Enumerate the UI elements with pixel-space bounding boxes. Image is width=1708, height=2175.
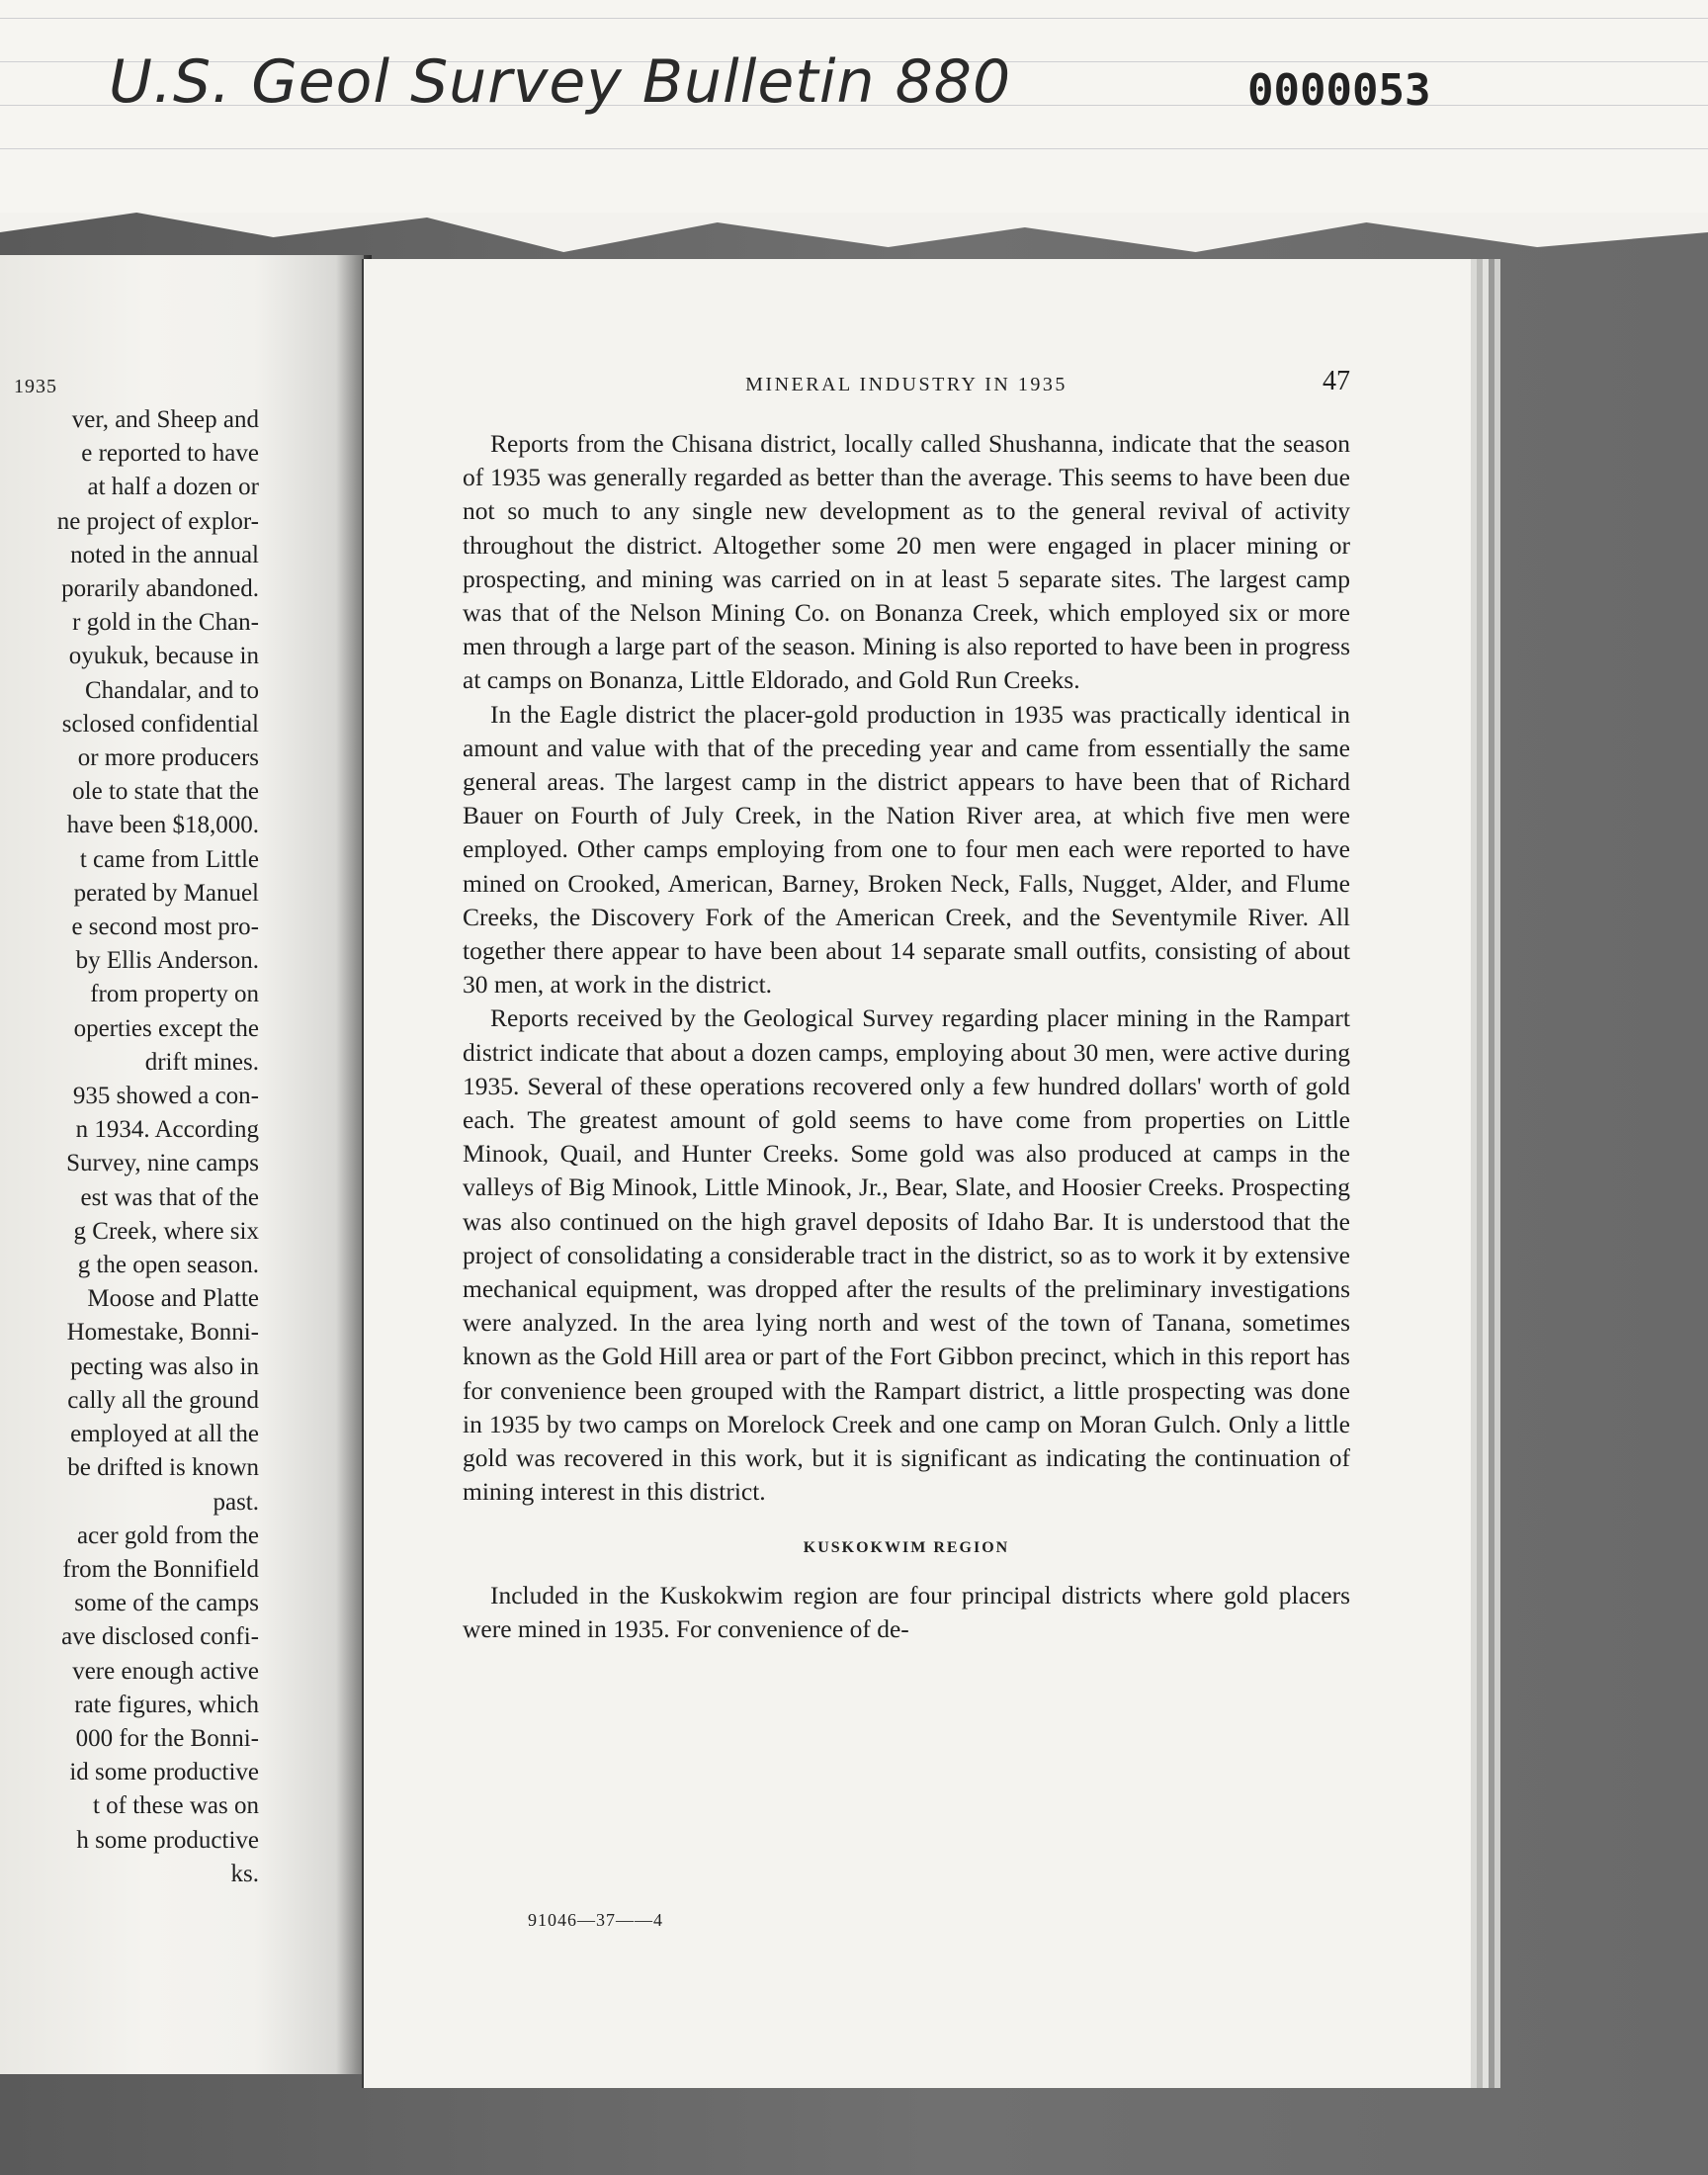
handwritten-note: U.S. Geol Survey Bulletin 880 [109,47,1012,117]
left-page-text [57,403,259,1891]
left-page-line: t of these was on [92,1792,259,1820]
left-page-line: acer gold from the [77,1522,259,1549]
page-number: 47 [1323,366,1350,396]
left-page-line: Moose and Platte [87,1285,259,1313]
left-page-line: Survey, nine camps [66,1150,259,1177]
left-page-line: porarily abandoned. [61,575,259,603]
left-page-line: rate figures, which [74,1691,259,1718]
left-page-line: pecting was also in [70,1352,259,1380]
left-page-line: past. [213,1488,259,1516]
running-head: MINERAL INDUSTRY IN 1935 [745,374,1068,395]
left-page-line: n 1934. According [75,1116,259,1144]
left-page-fragment [0,255,364,2074]
body-text [463,427,1350,1646]
left-page-line: 935 showed a con- [72,1083,259,1110]
left-page-line: from property on [90,981,259,1008]
left-page-line: cally all the ground [67,1386,259,1414]
left-page-line: some of the camps [74,1590,259,1617]
left-page-line: at half a dozen or [87,474,259,501]
left-page-line: ne project of explor- [56,507,259,535]
left-page-line: drift mines. [144,1048,259,1076]
left-page-line: Chandalar, and to [84,676,259,704]
left-page-line: Homestake, Bonni- [66,1319,259,1347]
paragraph: Reports from the Chisana district, locally called Shushanna, indicate that the season of 1935 was generally regarded as better than the average. This seems to have been due not so much to any single new development as to the general revival of activity throughout the district. Altogether some 20 men were engaged in placer mining or prospecting, and mining was carried on in at least 5 separate sites. The largest camp was that of the Nelson Mining Co. on Bonanza Creek, which employed six or more men through a large part of the season. Mining is also reported to have been in progress at camps on Bonanza, Little Eldorado, and Gold Run Creeks. [463,429,1350,695]
left-page-line: ver, and Sheep and [71,406,259,433]
page-header [463,366,1350,405]
section-heading: KUSKOKWIM REGION [803,1538,1010,1556]
left-page-line: from the Bonnifield [62,1555,259,1583]
signature-mark: 91046—37——4 [528,1910,663,1930]
left-page-line: operties except the [73,1014,259,1042]
left-page-line: g Creek, where six [73,1217,259,1245]
left-page-line: perated by Manuel [73,879,259,907]
left-page-line: e second most pro- [71,914,259,941]
left-page-line: by Ellis Anderson. [75,947,259,975]
left-page-line: t came from Little [79,845,259,873]
left-page-line: employed at all the [70,1421,259,1448]
main-page [362,259,1471,2088]
left-page-line: g the open season. [77,1252,259,1279]
paragraph: Reports received by the Geological Survey regarding placer mining in the Rampart district indicate that about a dozen camps, employing about 30 men, were active during 1935. Several of these operations recovered only a few hundred dollars' worth of gold each. The greatest amount of gold seems to have come from properties on Little Minook, Quail, and Hunter Creeks. Some gold was also produced at camps in the valleys of Big Minook, Little Minook, Jr., Bear, Slate, and Hoosier Creeks. Prospecting was also continued on the high gravel deposits of Idaho Bar. It is understood that the project of consolidating a considerable tract in the district, so as to work it by extensive mechanical equipment, was dropped after the results of the preliminary investigations were analyzed. In the area lying north and west of the town of Tanana, sometimes known as the Gold Hill area or part of the Fort Gibbon precinct, which in this report has for convenience been grouped with the Rampart district, a little prospecting was done in 1935 by two camps on Morelock Creek and one camp on Moran Gulch. Only a little gold was recovered in this work, but it is significant as indicating the continuation of mining interest in this district. [463,1003,1350,1507]
left-page-line: r gold in the Chan- [72,609,259,637]
left-page-line: ole to state that the [72,778,259,806]
left-page-line: est was that of the [80,1183,259,1211]
left-page-line: have been $18,000. [66,812,259,839]
left-running-head: 1935 [14,376,57,397]
left-page-line: ks. [230,1860,259,1887]
left-page-line: vere enough active [72,1657,259,1685]
ruled-line [0,148,1708,149]
paragraph: In the Eagle district the placer-gold production in 1935 was practically identical in amount and value with that of the preceding year and came from essentially the same general areas. The largest camp in the district appears to have been that of Richard Bauer on Fourth of July Creek, in the Nation River area, at which five men were employed. Other camps employing from one to four men each were reported to have mined on Crooked, American, Barney, Broken Neck, Falls, Nugget, Alder, and Flume Creeks, the Discovery Fork of the American Creek, and the Seventymile River. All together there appear to have been about 14 separate small outfits, consisting of about 30 men, at work in the district. [463,699,1350,1000]
left-page-line: ave disclosed confi- [61,1623,259,1651]
left-page-line: oyukuk, because in [68,643,259,670]
paragraph: Included in the Kuskokwim region are four principal districts where gold placers were mined in 1935. For convenience of de- [463,1580,1350,1643]
ruled-line [0,18,1708,19]
left-page-line: id some productive [69,1759,259,1786]
left-page-line: 000 for the Bonni- [75,1724,259,1752]
left-page-line: e reported to have [81,440,259,468]
label-strip [0,0,1708,213]
left-page-line: noted in the annual [70,541,259,568]
stamp-number: 0000053 [1247,65,1431,116]
left-page-line: be drifted is known [67,1454,259,1482]
left-page-line: or more producers [77,744,259,772]
left-page-line: sclosed confidential [61,710,259,738]
left-page-line: h some productive [76,1826,259,1854]
